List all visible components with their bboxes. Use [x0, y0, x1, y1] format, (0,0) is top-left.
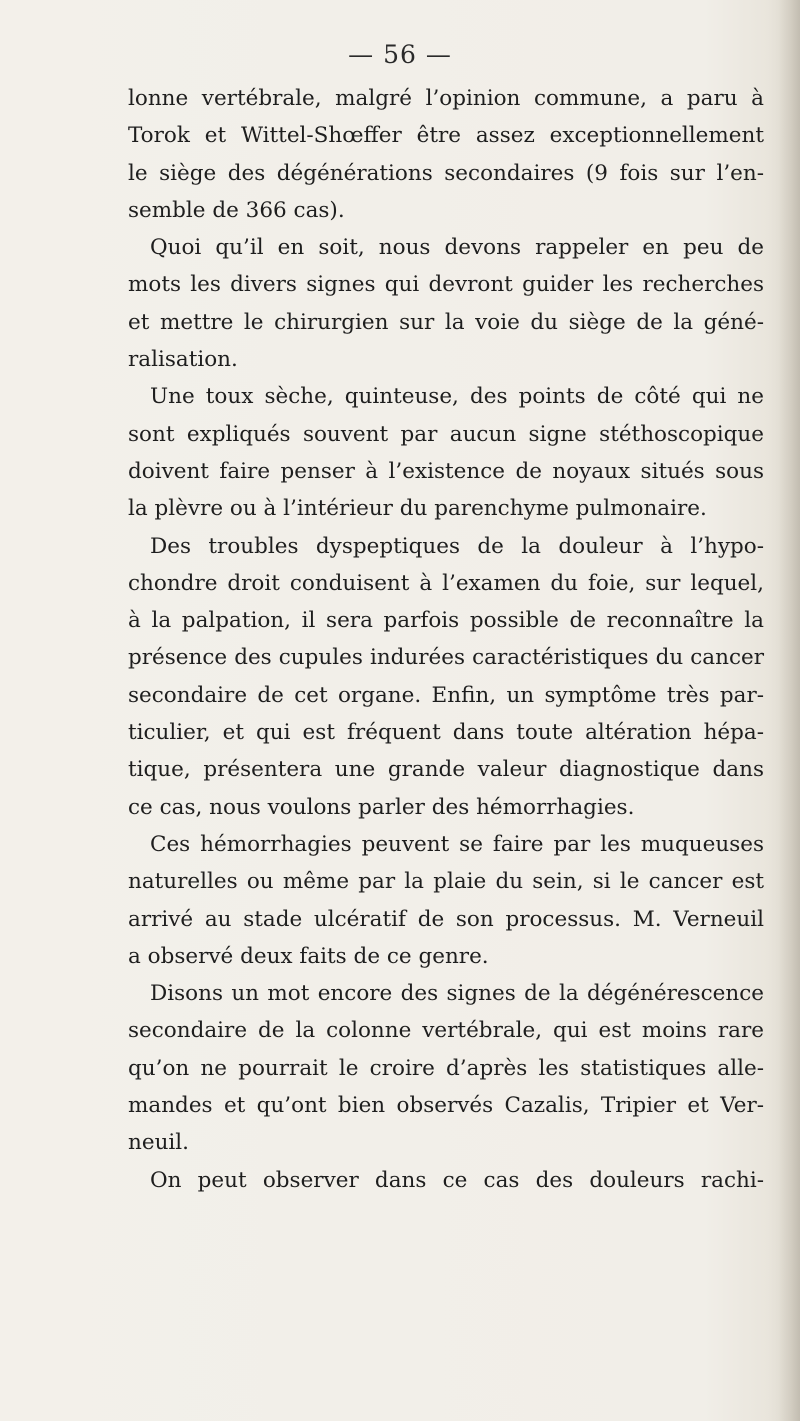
text-line: secondaire de la colonne vertébrale, qui est moins rare [128, 1018, 764, 1044]
text-line: semble de 366 cas). [128, 197, 345, 223]
text-line: tique, présentera une grande valeur diagnostique dans [128, 757, 764, 783]
text-line: neuil. [128, 1130, 190, 1156]
page-edge-shadow [778, 0, 800, 1421]
text-line: secondaire de cet organe. Enfin, un symptôme très par- [128, 682, 764, 708]
text-line: chondre droit conduisent à l’examen du foie, sur lequel, [128, 570, 764, 596]
text-line: doivent faire penser à l’existence de noyaux situés sous [128, 458, 764, 484]
text-line: Ces hémorrhagies peuvent se faire par les muqueuses [150, 831, 764, 857]
text-line: à la palpation, il sera parfois possible de reconnaître la [128, 608, 764, 634]
text-line: mots les divers signes qui devront guider les recherches [128, 272, 764, 298]
text-line: et mettre le chirurgien sur la voie du siège de la géné- [128, 309, 764, 335]
text-line: le siège des dégénérations secondaires (9 fois sur l’en- [128, 160, 764, 186]
body-text [128, 80, 764, 1199]
text-line: naturelles ou même par la plaie du sein, si le cancer est [128, 869, 764, 895]
text-line: Une toux sèche, quinteuse, des points de côté qui ne [150, 384, 764, 410]
text-line: ralisation. [128, 347, 238, 373]
text-line: la plèvre ou à l’intérieur du parenchyme pulmonaire. [128, 496, 707, 522]
text-line: Disons un mot encore des signes de la dégénérescence [150, 981, 764, 1007]
text-line: lonne vertébrale, malgré l’opinion commune, a paru à [128, 86, 764, 111]
text-line: a observé deux faits de ce genre. [128, 943, 489, 969]
text-line: On peut observer dans ce cas des douleurs rachi- [150, 1167, 764, 1193]
text-line: arrivé au stade ulcératif de son processus. M. Verneuil [128, 906, 764, 932]
text-line: qu’on ne pourrait le croire d’après les statistiques alle- [128, 1055, 764, 1081]
text-line: présence des cupules indurées caractéristiques du cancer [128, 645, 764, 671]
text-line: ticulier, et qui est fréquent dans toute altération hépa- [128, 720, 764, 746]
text-line: mandes et qu’ont bien observés Cazalis, Tripier et Ver- [128, 1093, 764, 1119]
text-line: sont expliqués souvent par aucun signe stéthoscopique [128, 421, 764, 447]
text-line: Des troubles dyspeptiques de la douleur à l’hypo- [150, 533, 764, 559]
text-line: ce cas, nous voulons parler des hémorrhagies. [128, 794, 635, 820]
text-line: Quoi qu’il en soit, nous devons rappeler en peu de [150, 235, 764, 261]
text-line: Torok et Wittel-Shœffer être assez exceptionnellement [128, 123, 764, 149]
page-number: — 56 — [348, 40, 452, 69]
